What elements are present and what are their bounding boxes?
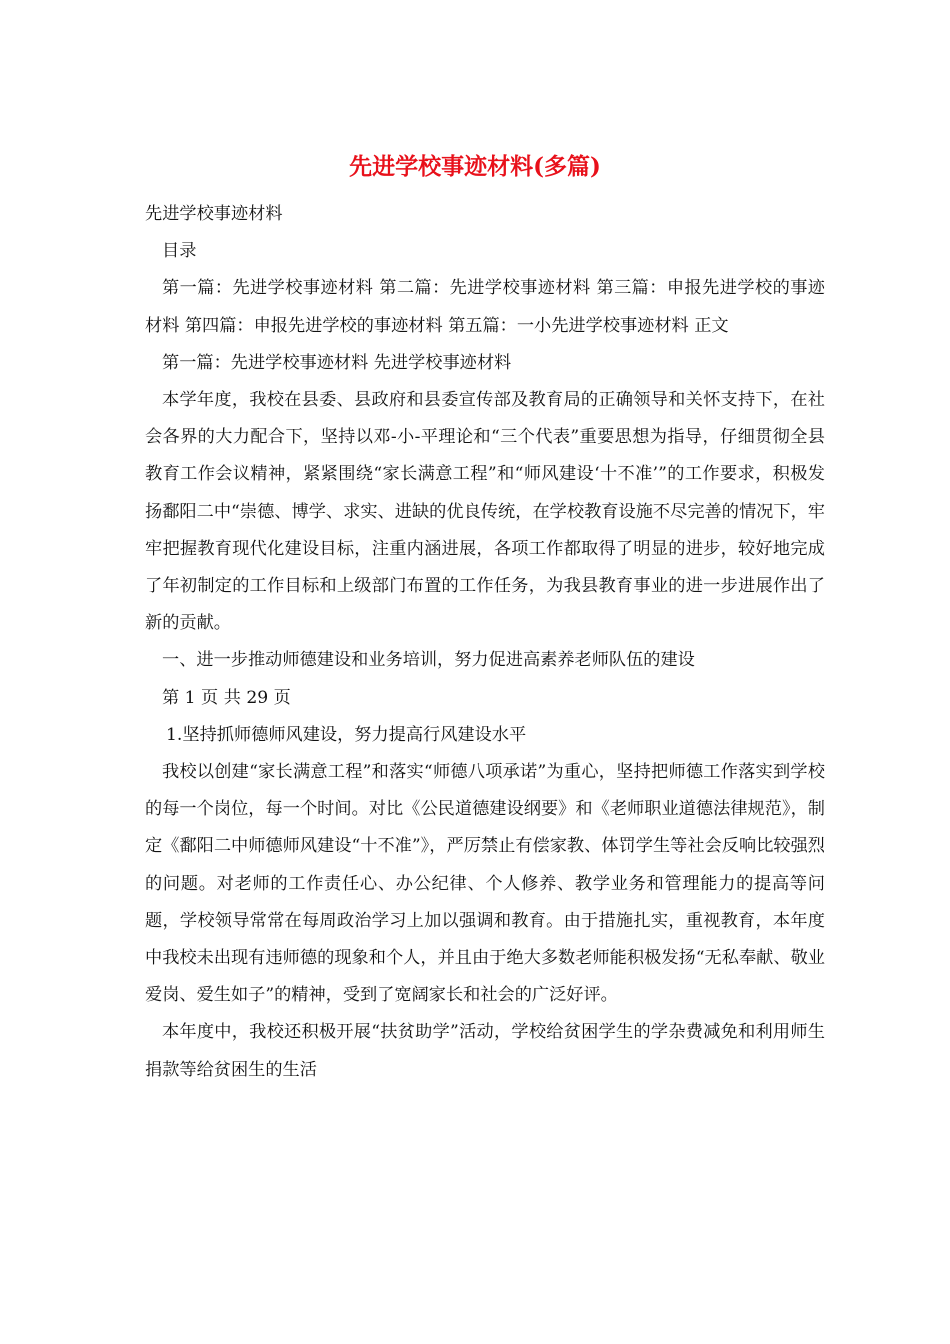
paragraph-subheading: 1.坚持抓师德师风建设，努力提高行风建设水平 [166,724,527,745]
page-number: 第 1 页 共 29 页 [162,687,291,708]
paragraph-body: 本学年度，我校在县委、县政府和县委宣传部及教育局的正确领导和关怀支持下，在社会各界的大力配合下，坚持以邓-小-平理论和“三个代表”重要思想为指导，仔细贯彻全县教育工作会议精神，紧紧围绕“家长满意工程”和“师风建设‘十不准’”的工作要求，积极发扬鄱阳二中“崇德、博学、求实、进缺的优良传统，在学校教育设施不尽完善的情况下，牢牢把握教育现代化建设目标，注重内涵进展，各项工作都取得了明显的进步，较好地完成了年初制定的工作目标和上级部门布置的工作任务，为我县教育事业的进一步进展作出了新的贡献。 [145,390,825,634]
document-body [145,196,825,1089]
paragraph-toc-label: 目录 [162,241,197,262]
paragraph-section-title: 第一篇：先进学校事迹材料 先进学校事迹材料 [162,352,512,373]
paragraph-body: 我校以创建“家长满意工程”和落实“师德八项承诺”为重心，坚持把师德工作落实到学校的每一个岗位，每一个时间。对比《公民道德建设纲要》和《老师职业道德法律规范》，制定《鄱阳二中师德师风建设“十不准”》，严厉禁止有偿家教、体罚学生等社会反响比较强烈的问题。对老师的工作责任心、办公纪律、个人修养、教学业务和管理能力的提高等问题，学校领导常常在每周政治学习上加以强调和教育。由于措施扎实，重视教育，本年度中我校未出现有违师德的现象和个人，并且由于绝大多数老师能积极发扬“无私奉献、敬业爱岗、爱生如子”的精神，受到了宽阔家长和社会的广泛好评。 [145,762,825,1006]
paragraph-subheading: 一、进一步推动师德建设和业务培训，努力促进高素养老师队伍的建设 [162,650,695,671]
paragraph-body: 本年度中，我校还积极开展“扶贫助学”活动，学校给贫困学生的学杂费减免和利用师生捐款等给贫困生的生活 [145,1022,825,1080]
paragraph-heading: 先进学校事迹材料 [145,204,283,224]
paragraph-toc-entries: 第一篇：先进学校事迹材料 第二篇：先进学校事迹材料 第三篇：申报先进学校的事迹材料 第四篇：申报先进学校的事迹材料 第五篇：一小先进学校事迹材料 正文 [145,278,825,336]
document-title: 先进学校事迹材料(多篇) [349,153,601,180]
